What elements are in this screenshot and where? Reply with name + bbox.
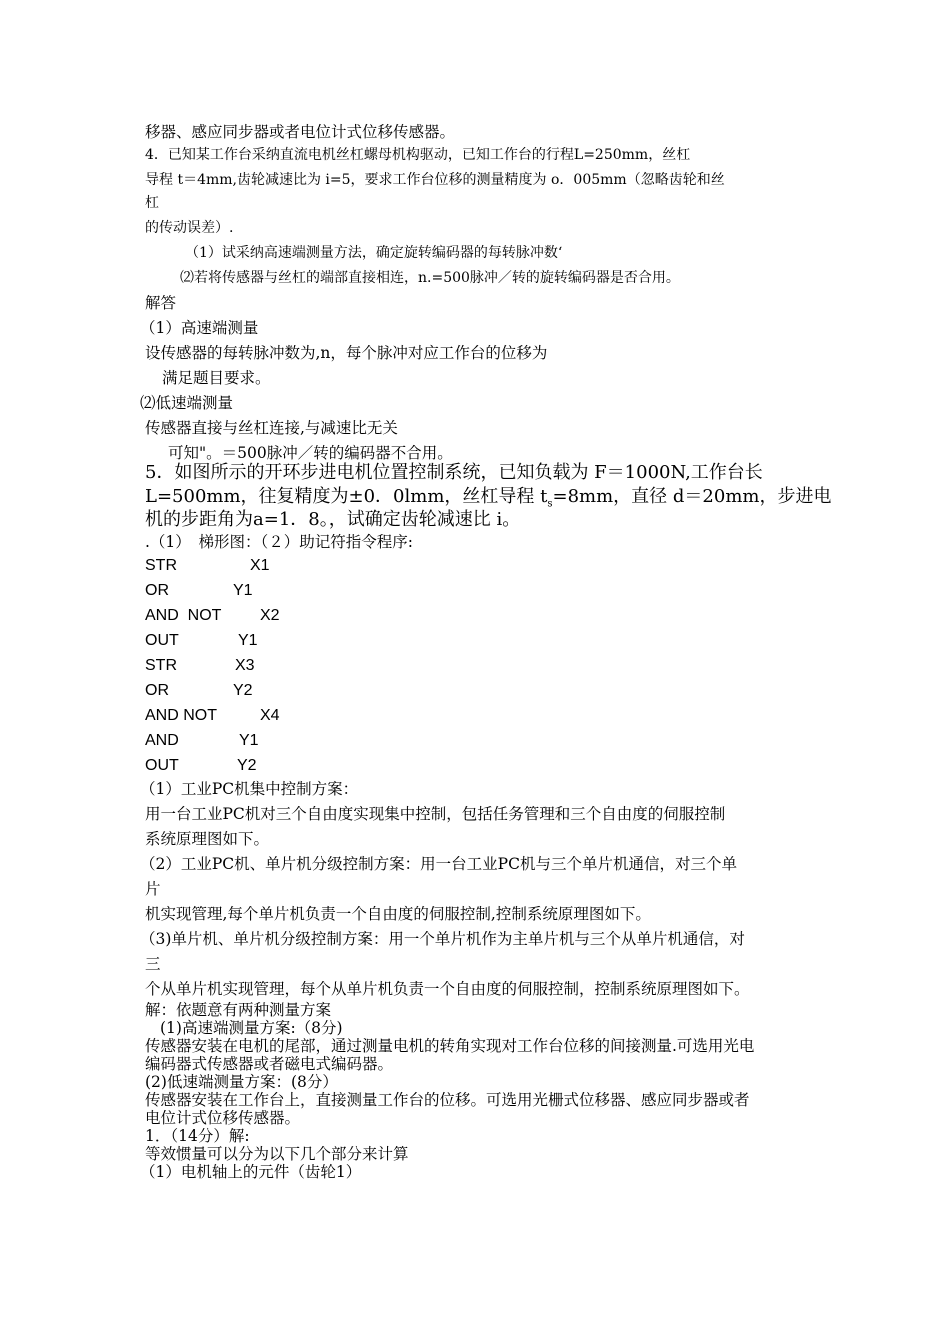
question-4-line-1: 4．已知某工作台采纳直流电机丝杠螺母机构驱动，已知工作台的行程L=250mm，丝杠 [145, 147, 691, 163]
answer-line: 设传感器的每转脉冲数为,n，每个脉冲对应工作台的位移为 [145, 344, 548, 362]
instruction-arg: Y1 [239, 732, 259, 749]
text-line: 机实现管理,每个单片机负责一个自由度的伺服控制,控制系统原理图如下。 [145, 905, 651, 923]
instruction-op: AND NOT [145, 707, 217, 724]
instruction-row [145, 731, 259, 751]
answer-part-1-heading: （1）高速端测量 [140, 319, 259, 337]
question-4-line-2: 导程 t＝4mm,齿轮减速比为 i=5，要求工作台位移的测量精度为 o．005mm（忽略齿轮和丝 [145, 172, 725, 188]
question-5-text-b: =8mm，直径 d＝20mm，步进电 [552, 486, 832, 507]
question-4-part-2: ⑵若将传感器与丝杠的端部直接相连，n.=500脉冲／转的旋转编码器是否合用。 [180, 270, 680, 286]
answer-line: 满足题目要求。 [162, 369, 271, 387]
answer-heading: 解答 [145, 294, 177, 312]
instruction-row [145, 581, 253, 601]
instruction-row [145, 656, 255, 676]
instruction-arg: X1 [250, 557, 270, 574]
subscript: s [547, 498, 553, 510]
instruction-row [145, 681, 253, 701]
answer-line: 可知"。＝500脉冲／转的编码器不合用。 [168, 444, 453, 462]
solution-scheme-2-heading: (2)低速端测量方案：(8分） [145, 1073, 338, 1091]
question-4-part-1: （1）试采纳高速端测量方法，确定旋转编码器的每转脉冲数‘ [185, 245, 563, 261]
instruction-op: OUT [145, 757, 179, 774]
ladder-heading: .（1） 梯形图：（２）助记符指令程序: [145, 533, 414, 551]
instruction-row [145, 631, 258, 651]
instruction-arg: X3 [235, 657, 255, 674]
control-scheme-1-heading: （1）工业PC机集中控制方案： [140, 780, 359, 798]
text-line: （1）电机轴上的元件（齿轮1） [140, 1163, 362, 1181]
text-line: 三 [145, 955, 161, 973]
text-line: 移器、感应同步器或者电位计式位移传感器。 [145, 123, 456, 141]
question-4-line-3: 杠 [145, 195, 159, 211]
instruction-op: OR [145, 582, 169, 599]
text-line: 传感器安装在电机的尾部，通过测量电机的转角实现对工作台位移的间接测量.可选用光电 [145, 1037, 755, 1055]
text-line: 电位计式位移传感器。 [145, 1109, 301, 1127]
instruction-arg: Y1 [233, 582, 253, 599]
question-5-text-a: L=500mm，往复精度为±0．0lmm，丝杠导程 t [145, 486, 548, 507]
instruction-row [145, 556, 270, 576]
instruction-arg: X4 [260, 707, 280, 724]
instruction-arg: Y1 [238, 632, 258, 649]
text-line: 传感器安装在工作台上，直接测量工作台的位移。可选用光栅式位移器、感应同步器或者 [145, 1091, 750, 1109]
instruction-op: OR [145, 682, 169, 699]
instruction-row [145, 756, 257, 776]
answer-part-2-heading: ⑵低速端测量 [140, 394, 234, 412]
instruction-arg: Y2 [237, 757, 257, 774]
instruction-arg: Y2 [233, 682, 253, 699]
text-line: 等效惯量可以分为以下几个部分来计算 [145, 1145, 409, 1163]
solution-heading: 解：依题意有两种测量方案 [145, 1001, 332, 1019]
text-line: 片 [145, 880, 161, 898]
answer-line: 传感器直接与丝杠连接,与减速比无关 [145, 419, 398, 437]
instruction-row [145, 606, 280, 626]
instruction-op: AND [145, 732, 179, 749]
question-5-line-3: 机的步距角为a=1．8。，试确定齿轮减速比 i。 [145, 509, 521, 530]
problem-1-heading: 1．（14分）解: [145, 1127, 250, 1145]
text-line: 个从单片机实现管理，每个从单片机负责一个自由度的伺服控制，控制系统原理图如下。 [145, 980, 750, 998]
instruction-op: STR [145, 557, 177, 574]
text-line: 系统原理图如下。 [145, 830, 270, 848]
text-line: 编码器式传感器或者磁电式编码器。 [145, 1055, 394, 1073]
question-5-line-1: 5．如图所示的开环步进电机位置控制系统，已知负载为 F＝1000N,工作台长 [145, 462, 763, 483]
question-4-line-4: 的传动误差）. [145, 220, 234, 236]
instruction-op: AND NOT [145, 607, 222, 624]
instruction-arg: X2 [260, 607, 280, 624]
control-scheme-2-heading: （2）工业PC机、单片机分级控制方案：用一台工业PC机与三个单片机通信，对三个单 [140, 855, 737, 873]
solution-scheme-1-heading: (1)高速端测量方案:（8分) [160, 1019, 343, 1037]
instruction-row [145, 706, 280, 726]
control-scheme-3-heading: （3)单片机、单片机分级控制方案：用一个单片机作为主单片机与三个从单片机通信，对 [140, 930, 745, 948]
instruction-op: OUT [145, 632, 179, 649]
text-line: 用一台工业PC机对三个自由度实现集中控制，包括任务管理和三个自由度的伺服控制 [145, 805, 726, 823]
instruction-op: STR [145, 657, 177, 674]
